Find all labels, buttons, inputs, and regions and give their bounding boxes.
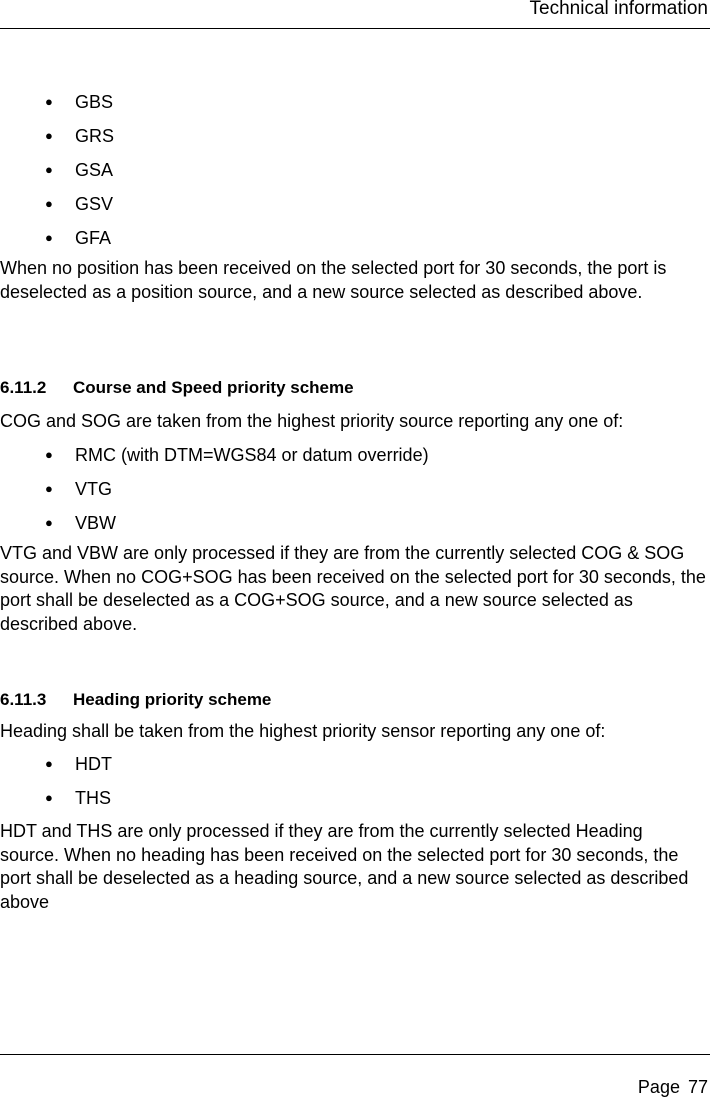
list-item: ● THS [0, 781, 112, 815]
page-label: Page [637, 1077, 680, 1097]
sentence-list-position [0, 85, 114, 255]
heading-body: HDT and THS are only processed if they are from the currently selected Heading source. When no heading has been received on the selected port for 30 seconds, the port shall be deselected as a heading source, and a new source selected as described above [0, 821, 689, 912]
header-rule [0, 28, 710, 29]
header-title: Technical information [529, 0, 708, 19]
section-heading-heading [0, 689, 271, 711]
course-speed-intro: COG and SOG are taken from the highest priority source reporting any one of: [0, 411, 624, 431]
bullet-icon: ● [45, 128, 53, 143]
sentence-list-heading [0, 747, 112, 815]
bullet-icon: ● [45, 447, 53, 462]
bullet-icon: ● [45, 481, 53, 496]
page-footer [638, 1076, 708, 1098]
bullet-icon: ● [45, 94, 53, 109]
list-item: ● HDT [0, 747, 112, 781]
list-item: ● VTG [0, 472, 429, 506]
list-item: ● GFA [0, 221, 114, 255]
bullet-icon: ● [45, 162, 53, 177]
section-number: 6.11.3 [0, 690, 47, 709]
section-heading-course-speed [0, 377, 354, 399]
bullet-icon: ● [45, 790, 53, 805]
footer-rule [0, 1054, 710, 1055]
heading-intro: Heading shall be taken from the highest priority sensor reporting any one of: [0, 721, 606, 741]
list-item: ● VBW [0, 506, 429, 540]
bullet-icon: ● [45, 756, 53, 771]
section-title: Course and Speed priority scheme [73, 378, 354, 397]
page-number: 77 [687, 1077, 708, 1097]
section-number: 6.11.2 [0, 378, 47, 397]
list-item: ● GSV [0, 187, 114, 221]
bullet-icon: ● [45, 230, 53, 245]
position-timeout-paragraph: When no position has been received on the selected port for 30 seconds, the port is deselected as a position source, and a new source selected as described above. [0, 258, 667, 302]
bullet-icon: ● [45, 515, 53, 530]
list-item: ● GBS [0, 85, 114, 119]
sentence-list-course-speed [0, 438, 429, 540]
section-title: Heading priority scheme [73, 690, 272, 709]
course-speed-body: VTG and VBW are only processed if they are from the currently selected COG & SOG source. When no COG+SOG has been received on the selected port for 30 seconds, the port shall be deselected as a COG+SOG source, and a new source selected as described above. [0, 543, 706, 634]
list-item: ● GSA [0, 153, 114, 187]
list-item: ● GRS [0, 119, 114, 153]
bullet-icon: ● [45, 196, 53, 211]
list-item: ● RMC (with DTM=WGS84 or datum override) [0, 438, 429, 472]
